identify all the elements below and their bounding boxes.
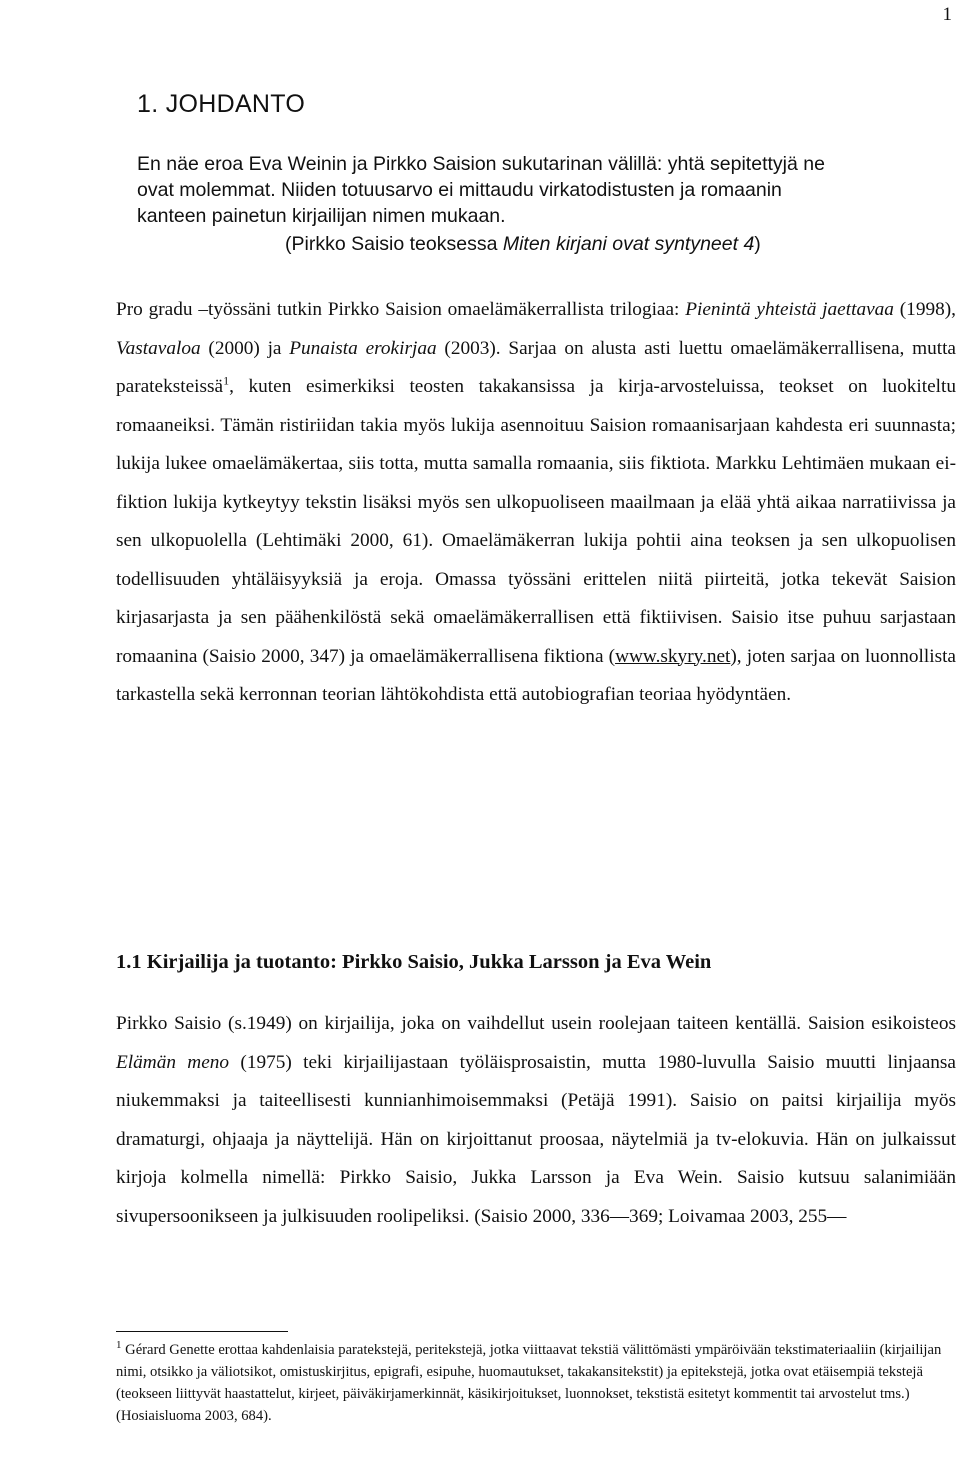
epigraph-source-title: Miten kirjani ovat syntyneet 4 <box>502 233 755 255</box>
epigraph-source-open: (Pirkko Saisio teoksessa <box>285 233 503 255</box>
section-text-a: Pirkko Saisio (s.1949) on kirjailija, joka on vaihdellut usein roolejaan taiteen kentällä. Saision esikoisteos <box>116 1013 956 1034</box>
section-paragraph <box>116 1005 956 1236</box>
intro-text <box>116 291 956 715</box>
intro-text-b: ), joten sarjaa on luonnollista tarkastella sekä kerronnan teorian lähtökohdista että autobiografian teoriaa hyödyntäen. <box>116 645 956 705</box>
epigraph <box>137 151 837 257</box>
footnote-marker: 1 <box>116 1339 122 1352</box>
section-text-b: (1975) teki kirjailijastaan työläisprosaistin, mutta 1980-luvulla Saisio muutti linjaansa niukemmaksi ja taiteellisesti kunnianhimoisemmaksi (Petäjä 1991). Saisio on paitsi kirjailija myös dramaturgi, ohjaaja ja näyttelijä. Hän on kirjoittanut proosaa, näytelmiä ja tv-elokuvia. Hän on julkaissut kirjoja kolmella nimellä: Pirkko Saisio, Jukka Larsson ja Eva Wein. Saisio kutsuu salanimiään sivupersoonikseen ja julkisuuden roolipeliksi. (Saisio 2000, 336—369; Loivamaa 2003, 255— <box>116 1051 956 1227</box>
intro-year-2: (2000) ja <box>200 337 290 359</box>
intro-year-3: (2003). Sarjaa on alusta asti luettu omaelämäkerrallisena, mutta parateksteissä <box>116 337 956 397</box>
epigraph-source-close: ) <box>754 233 761 255</box>
epigraph-source <box>137 231 837 257</box>
footnote <box>116 1339 952 1427</box>
book-title-vastavaloa: Vastavaloa <box>116 337 201 359</box>
intro-lead: Pro gradu –työssäni tutkin Pirkko Saision omaelämäkerrallista trilogiaa: <box>116 299 686 320</box>
footnote-text <box>116 1339 952 1427</box>
book-title-pienintä: Pienintä yhteistä jaettavaa <box>685 299 894 320</box>
section-text <box>116 1005 956 1236</box>
intro-year-1: (1998), <box>893 299 956 320</box>
section-heading: 1.1 Kirjailija ja tuotanto: Pirkko Saisio, Jukka Larsson ja Eva Wein <box>116 951 712 973</box>
page-number: 1 <box>942 4 952 25</box>
footnote-reference[interactable]: 1 <box>223 373 230 388</box>
book-title-punaista: Punaista erokirjaa <box>289 337 437 359</box>
chapter-heading: 1. JOHDANTO <box>137 90 306 118</box>
epigraph-text: En näe eroa Eva Weinin ja Pirkko Saision sukutarinan välillä: yhtä sepitettyjä ne ovat molemmat. Niiden totuusarvo ei mittaudu virkatodistusten ja romaanin kanteen painetun kirjailijan nimen mukaan. <box>137 153 825 227</box>
footnote-divider <box>116 1331 288 1332</box>
intro-paragraph <box>116 291 956 715</box>
website-link[interactable]: www.skyry.net <box>615 645 731 667</box>
intro-text-a: , kuten esimerkiksi teosten takakansissa ja kirja-arvosteluissa, teokset on luokiteltu romaaneiksi. Tämän ristiriidan takia myös lukija asennoituu Saision romaanisarjaan kahdesta eri suunnasta; lukija lukee omaelämäkertaa, siis totta, mutta samalla romaania, siis fiktiota. Markku Lehtimäen mukaan ei-fiktion lukija kytkeytyy tekstin lisäksi myös sen ulkopuoliseen maailmaan ja elää yhtä aikaa narratiivissa ja sen ulkopuolella (Lehtimäki 2000, 61). Omaelämäkerran lukija pohtii aina teoksen ja sen ulkopuolisen todellisuuden yhtäläisyyksiä ja eroja. Omassa työssäni erittelen niitä piirteitä, jotka tekevät Saision kirjasarjasta ja sen päähenkilöstä sekä omaelämäkerrallisen että fiktiivisen. Saisio itse puhuu sarjastaan romaanina (Saisio 2000, 347) ja omaelämäkerrallisena fiktiona ( <box>116 376 956 667</box>
footnote-body: Gérard Genette erottaa kahdenlaisia paratekstejä, peritekstejä, jotka viittaavat tekstiä välittömästi ympäröivään tekstimateriaaliin (kirjailijan nimi, otsikko ja väliotsikot, omistuskirjitus, epigrafi, esipuhe, huomautukset, takakansitekstit) ja epitekstejä, jotka ovat etäisempiä tekstejä (teokseen liittyvät haastattelut, kirjeet, päiväkirjamerkinnät, käsikirjoitukset, luonnokset, tekstistä esitetyt kommentit tai arvostelut tms.) (Hosiaisluoma 2003, 684). <box>116 1342 942 1424</box>
book-title-elaman-meno: Elämän meno <box>116 1051 230 1073</box>
